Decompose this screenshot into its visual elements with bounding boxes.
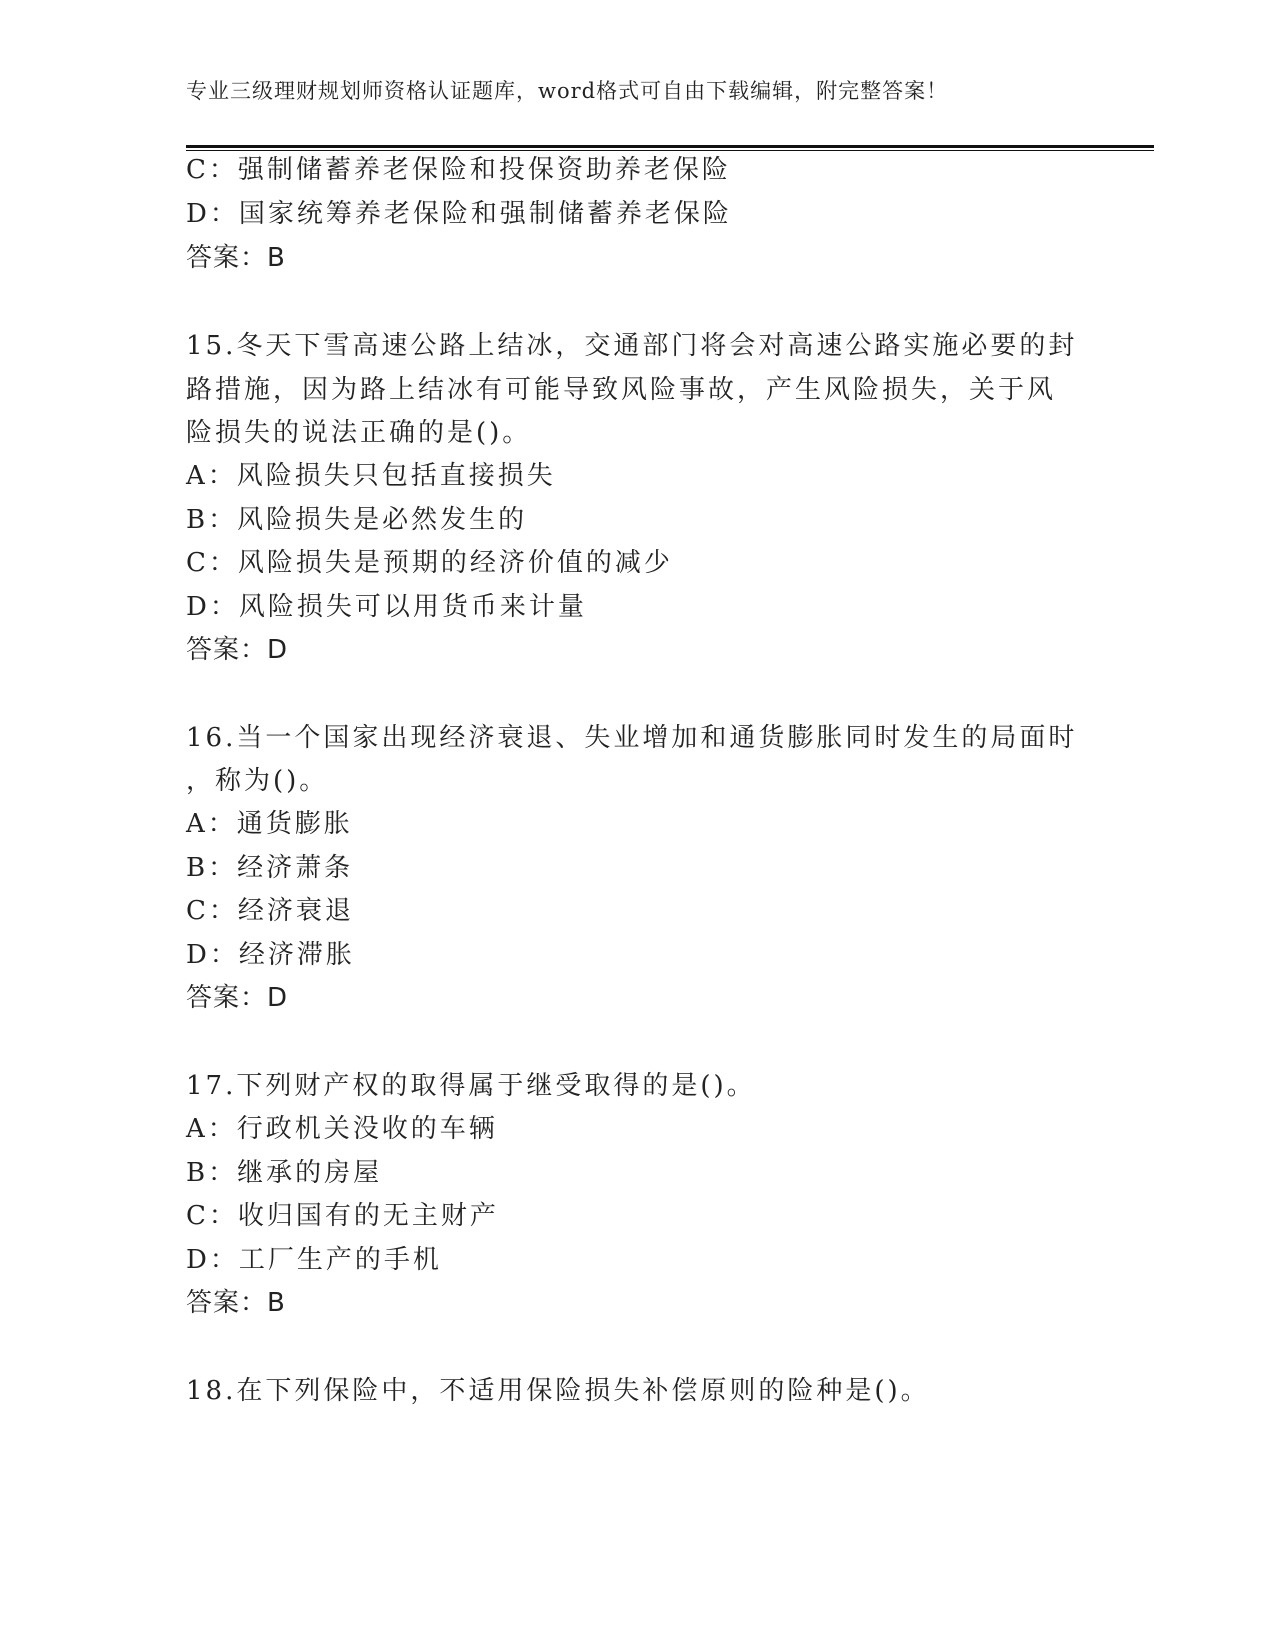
option-a: A：行政机关没收的车辆 [186,1114,498,1144]
option-c: C：强制储蓄养老保险和投保资助养老保险 [186,155,731,185]
answer: 答案：D [186,635,289,665]
option-b: B：风险损失是必然发生的 [186,505,528,535]
question-stem-line: ，称为()。 [186,766,329,796]
option-d: D：工厂生产的手机 [186,1245,442,1275]
question-stem-line: 险损失的说法正确的是()。 [186,418,532,448]
question-stem-line: 路措施，因为路上结冰有可能导致风险事故，产生风险损失，关于风 [186,375,1057,405]
option-c: C：经济衰退 [186,896,354,926]
option-c: C：收归国有的无主财产 [186,1201,499,1231]
question-stem-line: 16.当一个国家出现经济衰退、失业增加和通货膨胀同时发生的局面时 [186,723,1078,753]
answer: 答案：B [186,243,286,273]
question-stem-line: 15.冬天下雪高速公路上结冰，交通部门将会对高速公路实施必要的封 [186,331,1078,361]
page-header: 专业三级理财规划师资格认证题库，word格式可自由下载编辑，附完整答案！ [186,79,949,103]
answer: 答案：D [186,983,289,1013]
option-a: A：通货膨胀 [186,809,353,839]
option-d: D：经济滞胀 [186,940,355,970]
option-d: D：风险损失可以用货币来计量 [186,592,587,622]
option-b: B：继承的房屋 [186,1158,383,1188]
header-rule-thin [186,150,1154,151]
option-d: D：国家统筹养老保险和强制储蓄养老保险 [186,199,732,229]
question-stem-line: 18.在下列保险中，不适用保险损失补偿原则的险种是()。 [186,1376,930,1406]
option-b: B：经济萧条 [186,853,354,883]
option-a: A：风险损失只包括直接损失 [186,461,556,491]
question-stem-line: 17.下列财产权的取得属于继受取得的是()。 [186,1071,756,1101]
answer: 答案：B [186,1288,286,1318]
header-rule-thick [186,145,1154,148]
option-c: C：风险损失是预期的经济价值的减少 [186,548,673,578]
